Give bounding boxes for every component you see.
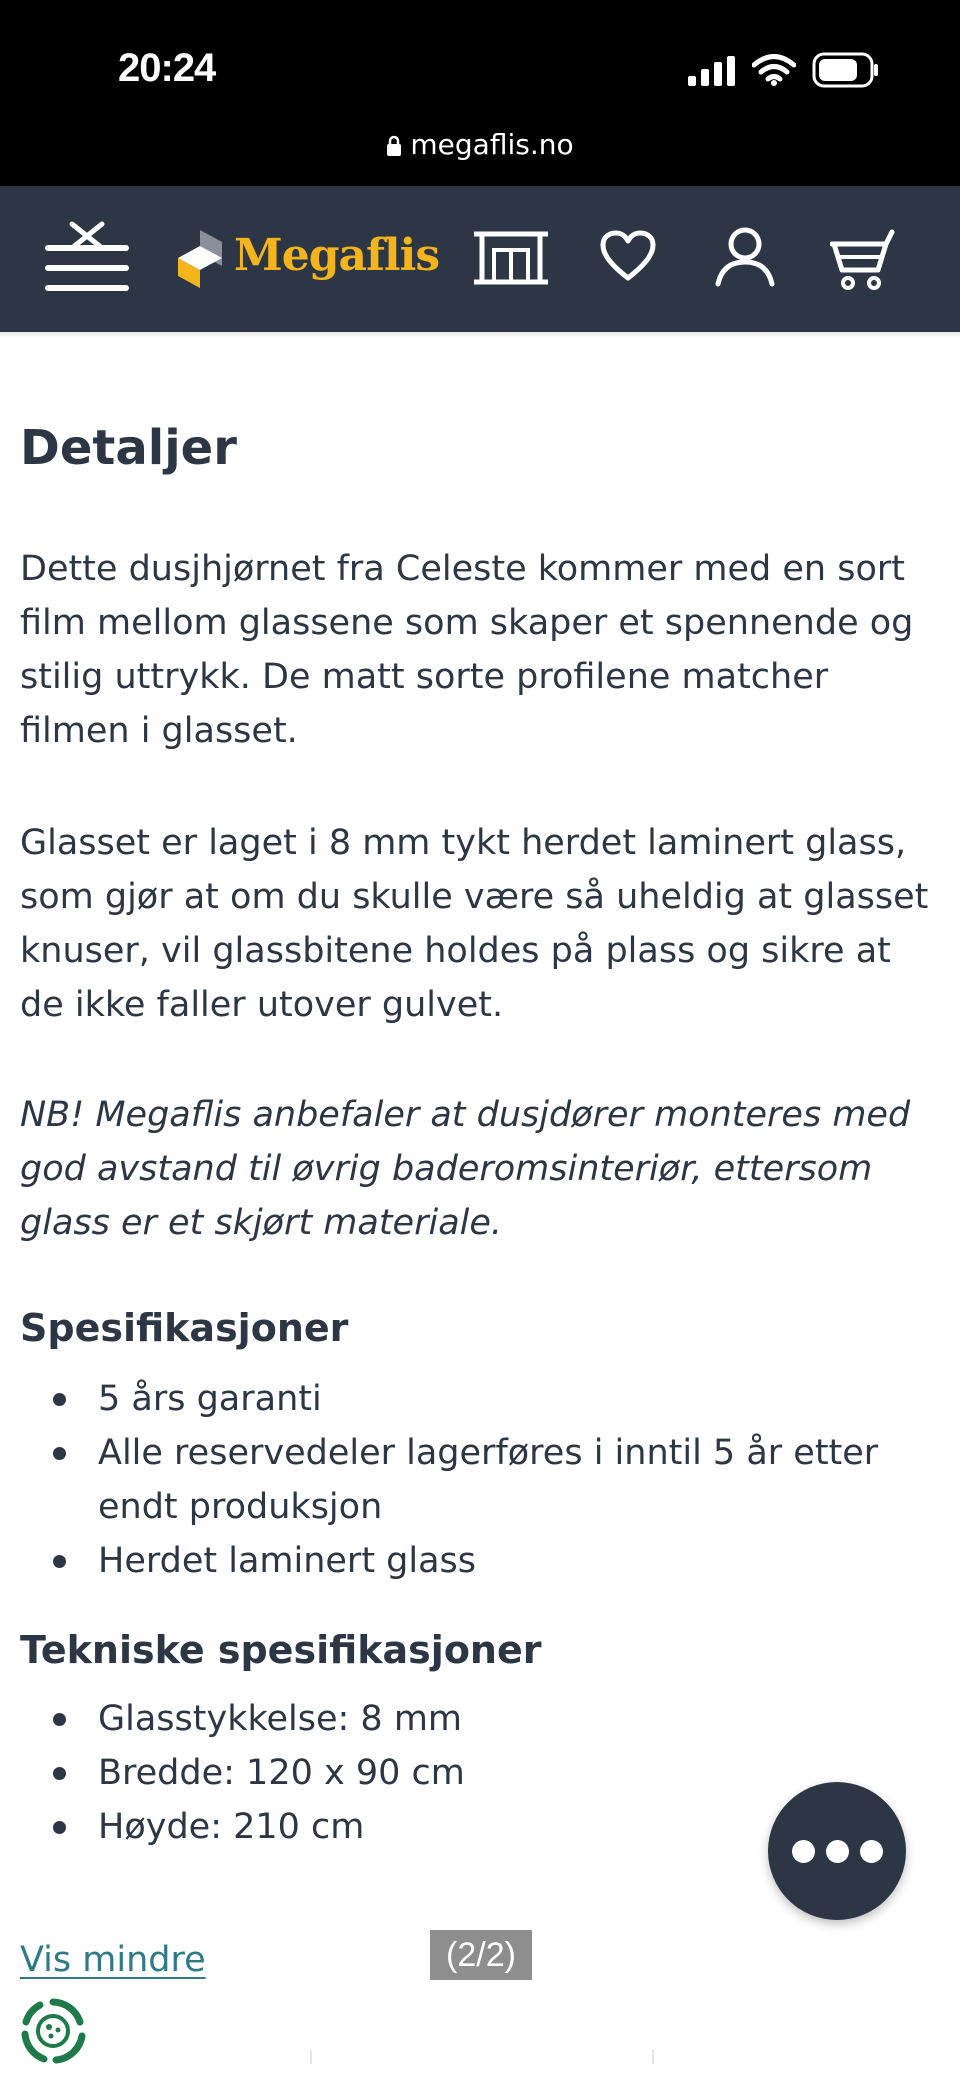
site-header xyxy=(0,186,960,332)
cellular-signal-icon xyxy=(688,56,738,86)
status-time: 20:24 xyxy=(118,46,216,90)
page-counter: (2/2) xyxy=(430,1930,532,1980)
status-bar xyxy=(0,0,960,186)
list-item: Høyde: 210 cm xyxy=(20,1800,920,1854)
list-item: Glasstykkelse: 8 mm xyxy=(20,1692,920,1746)
battery-icon xyxy=(812,52,880,88)
list-item: Herdet laminert glass xyxy=(20,1534,920,1588)
list-item: Bredde: 120 x 90 cm xyxy=(20,1746,920,1800)
specifications-list xyxy=(20,1372,920,1588)
chat-button[interactable] xyxy=(768,1782,906,1920)
details-paragraph-2: Glasset er laget i 8 mm tykt herdet laminert glass, som gjør at om du skulle være så uheldig at glasset knuser, vil glassbitene holdes på plass og sikre at de ikke faller utover gulvet. xyxy=(20,823,929,1025)
user-icon[interactable] xyxy=(714,226,776,288)
url-text: megaflis.no xyxy=(410,128,574,161)
showroom-icon[interactable] xyxy=(472,226,550,288)
show-less-link[interactable]: Vis mindre xyxy=(20,1940,206,1980)
technical-specifications-title: Tekniske spesifikasjoner xyxy=(20,1628,542,1672)
eco-recycle-icon[interactable] xyxy=(18,1996,88,2066)
bottom-fade xyxy=(310,2050,654,2064)
menu-icon[interactable] xyxy=(44,218,130,300)
details-note: NB! Megaflis anbefaler at dusjdører monteres med god avstand til øvrig baderomsinteriør, ettersom glass er et skjørt materiale. xyxy=(20,1095,911,1243)
list-item: 5 års garanti xyxy=(20,1372,920,1426)
details-paragraph-1: Dette dusjhjørnet fra Celeste kommer med en sort film mellom glassene som skaper et spennende og stilig uttrykk. De matt sorte profilene matcher filmen i glasset. xyxy=(20,549,914,751)
heart-icon[interactable] xyxy=(600,230,656,282)
specifications-title: Spesifikasjoner xyxy=(20,1306,349,1350)
brand-name: Megaflis xyxy=(234,230,440,281)
address-bar[interactable] xyxy=(0,128,960,161)
wifi-icon xyxy=(752,54,796,86)
lock-icon xyxy=(386,135,402,157)
cart-icon[interactable] xyxy=(830,228,896,292)
list-item: Alle reservedeler lagerføres i inntil 5 år etter endt produksjon xyxy=(20,1426,920,1534)
details-title: Detaljer xyxy=(20,420,237,476)
header-divider xyxy=(0,332,960,338)
logo-mark-icon xyxy=(174,228,226,290)
